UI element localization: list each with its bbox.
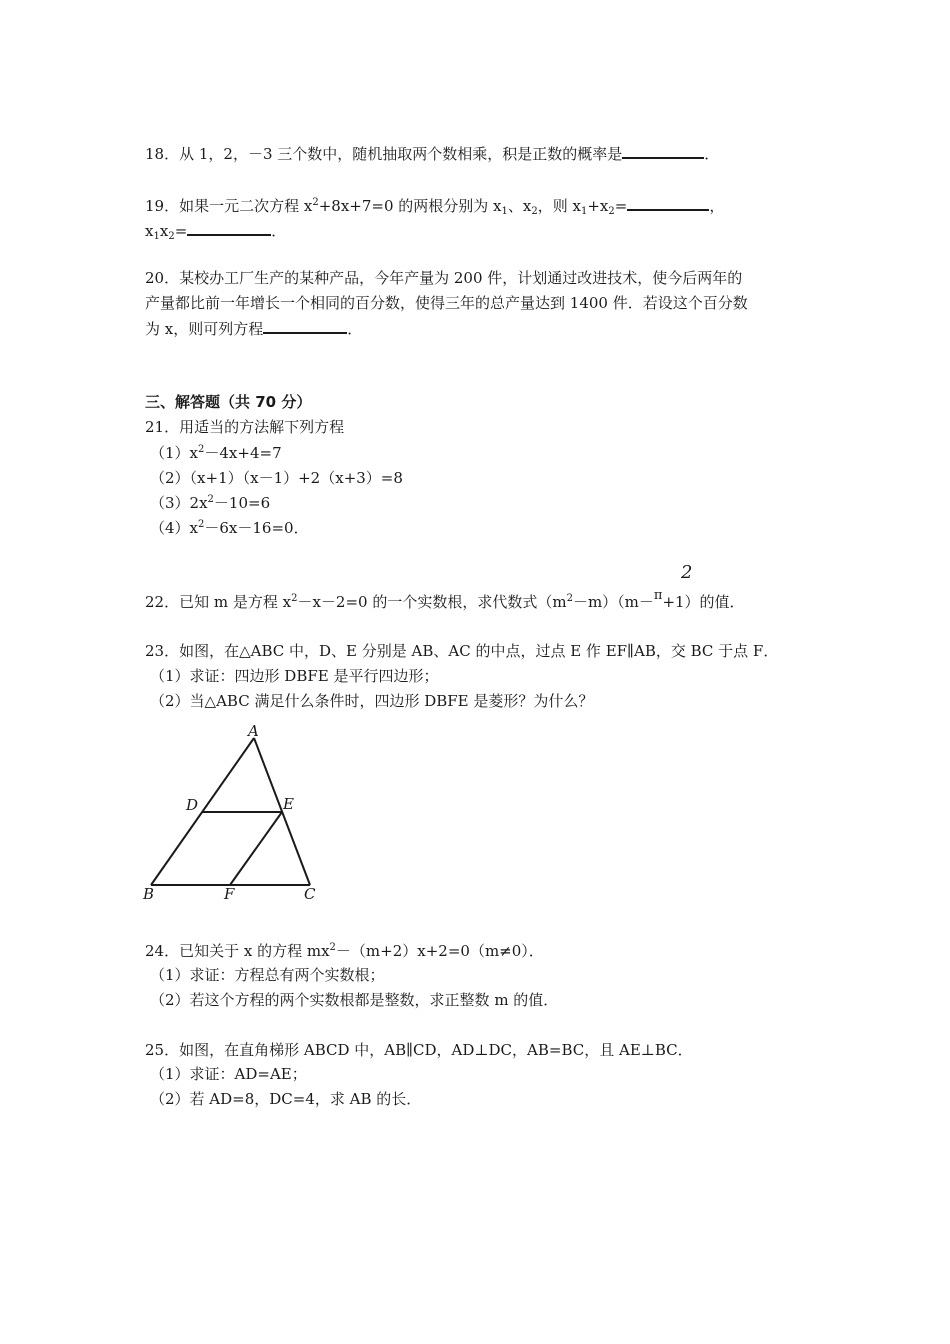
q22-fraction-numerator: 2 <box>681 562 693 583</box>
q20-line1: 20．某校办工厂生产的某种产品，今年产量为 200 件，计划通过改进技术，使今后两年的 <box>145 269 743 287</box>
q21-p1-sup: 2 <box>198 444 205 455</box>
question-24 <box>145 941 544 961</box>
q21-p4-b: －6x－16=0． <box>204 519 309 537</box>
label-c: C <box>304 885 316 903</box>
q24-sup: 2 <box>329 942 336 953</box>
q19-sup: 2 <box>312 197 319 208</box>
q20-line3-text: 为 x，则可列方程 <box>145 320 264 338</box>
q21-part-1 <box>150 443 282 463</box>
q24-part-2: （2）若这个方程的两个实数根都是整数，求正整数 m 的值． <box>150 991 559 1009</box>
q19-text-c: 、x <box>507 197 532 215</box>
q21-p3-a: （3）2x <box>150 494 208 512</box>
q21-p4-a: （4）x <box>150 519 199 537</box>
q22-c: －m）（m－ <box>572 593 654 611</box>
label-e: E <box>283 795 294 813</box>
question-18 <box>145 143 719 164</box>
q19-text-a: 如果一元二次方程 x <box>179 197 313 215</box>
q19-product-blank[interactable] <box>187 220 271 236</box>
q19-text-f: = <box>614 197 628 215</box>
q19-l2-x2: x <box>159 222 169 240</box>
q19-l2-x1: x <box>145 222 154 240</box>
q21-part-2: （2）（x+1）（x－1）+2（x+3）=8 <box>150 469 403 487</box>
q18-text: 从 1，2，－3 三个数中，随机抽取两个数相乘，积是正数的概率是 <box>179 145 623 163</box>
q24-b: －（m+2）x+2=0（m≠0）． <box>335 942 544 960</box>
q25-title: 25．如图，在直角梯形 ABCD 中，AB∥CD，AD⊥DC，AB=BC，且 AE⊥BC． <box>145 1041 693 1059</box>
segment-ef <box>230 812 282 885</box>
q20-line2: 产量都比前一年增长一个相同的百分数，使得三年的总产量达到 1400 件．若设这个百分数 <box>145 294 748 312</box>
q21-part-3 <box>150 493 270 513</box>
q24-a: 24．已知关于 x 的方程 mx <box>145 942 330 960</box>
q22-fraction-denominator: π <box>653 588 663 603</box>
q22-sup1: 2 <box>291 593 298 604</box>
q22-d: +1）的值． <box>662 593 745 611</box>
q21-p3-sup: 2 <box>207 494 214 505</box>
q21-part-4 <box>150 518 309 538</box>
q19-text-e: +x <box>587 197 609 215</box>
q19-text-b: +8x+7=0 的两根分别为 x <box>318 197 502 215</box>
label-f: F <box>224 885 235 903</box>
q25-part-2: （2）若 AD=8，DC=4，求 AB 的长． <box>150 1090 422 1108</box>
q19-sub-1: 1 <box>501 206 508 217</box>
q18-answer-blank[interactable] <box>622 143 704 159</box>
q18-end: ． <box>704 145 720 163</box>
q23-triangle-figure <box>140 718 330 908</box>
q19-sum-blank[interactable] <box>627 195 709 211</box>
section-3-title: 三、解答题（共 70 分） <box>145 393 312 411</box>
question-19-line2 <box>145 220 286 241</box>
q20-answer-blank[interactable] <box>263 318 347 334</box>
q19-number: 19． <box>145 197 180 215</box>
q20-end: ． <box>347 320 363 338</box>
q23-part-1: （1）求证：四边形 DBFE 是平行四边形； <box>150 667 439 685</box>
q19-sub-4: 2 <box>608 206 615 217</box>
q19-l2-end: ． <box>271 222 287 240</box>
q24-part-1: （1）求证：方程总有两个实数根； <box>150 966 385 984</box>
q23-part-2: （2）当△ABC 满足什么条件时，四边形 DBFE 是菱形？为什么？ <box>150 692 594 710</box>
q21-p4-sup: 2 <box>198 519 205 530</box>
q22-b: －x－2=0 的一个实数根，求代数式（m <box>297 593 567 611</box>
q21-p1-b: －4x+4=7 <box>204 444 282 462</box>
q25-part-1: （1）求证：AD=AE； <box>150 1065 307 1083</box>
q21-p3-b: －10=6 <box>213 494 271 512</box>
q19-comma: ， <box>709 197 725 215</box>
question-20-line3 <box>145 318 362 339</box>
question-22 <box>145 588 745 614</box>
label-b: B <box>143 885 155 903</box>
label-d: D <box>186 796 199 814</box>
q22-sup2: 2 <box>566 593 573 604</box>
q21-title: 21．用适当的方法解下列方程 <box>145 418 345 436</box>
q19-sub-2: 2 <box>531 206 538 217</box>
q19-l2-sub1: 1 <box>153 231 160 242</box>
q18-number: 18． <box>145 145 180 163</box>
q19-sub-3: 1 <box>580 206 588 217</box>
q19-l2-sub2: 2 <box>168 231 175 242</box>
q22-a: 22．已知 m 是方程 x <box>145 593 292 611</box>
q21-p1-a: （1）x <box>150 444 199 462</box>
q23-title: 23．如图，在△ABC 中，D、E 分别是 AB、AC 的中点，过点 E 作 EF∥AB，交 BC 于点 F． <box>145 642 779 660</box>
label-a: A <box>248 722 259 740</box>
q19-l2-eq: = <box>174 222 188 240</box>
q19-text-d: ，则 x <box>537 197 581 215</box>
question-19 <box>145 195 724 216</box>
